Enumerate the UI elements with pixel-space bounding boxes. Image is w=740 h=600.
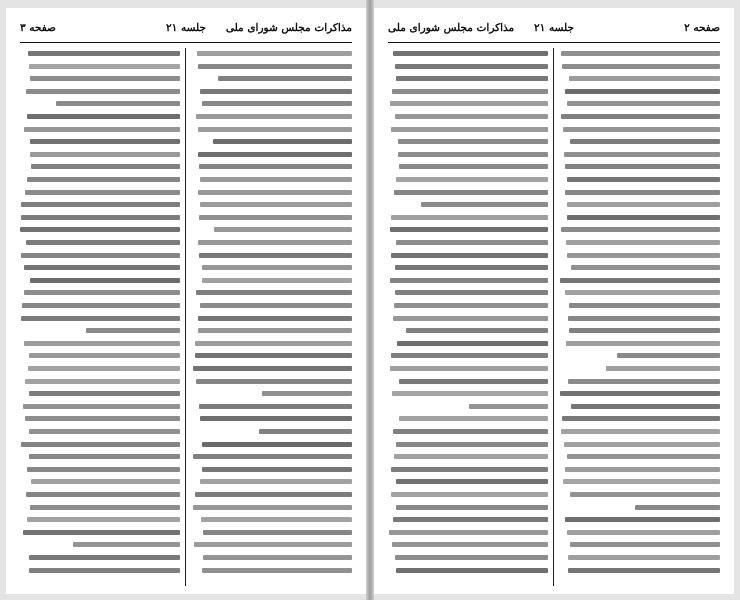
- body-text-line: [30, 76, 180, 81]
- body-text-line: [213, 139, 352, 144]
- body-text-line: [392, 89, 548, 94]
- body-text-line: [391, 253, 548, 258]
- body-text-line: [469, 404, 548, 409]
- body-text-line: [218, 76, 352, 81]
- body-text-line: [406, 328, 548, 333]
- body-text-line: [27, 517, 180, 522]
- body-text-line: [391, 127, 548, 132]
- body-text-line: [29, 568, 180, 573]
- body-text-line: [199, 164, 352, 169]
- body-text-line: [195, 353, 352, 358]
- body-text-line: [392, 542, 548, 547]
- body-text-line: [567, 202, 720, 207]
- left-page-column-right: [192, 48, 352, 586]
- body-text-line: [29, 391, 180, 396]
- body-text-line: [198, 328, 352, 333]
- right-page-column-left: [388, 48, 548, 586]
- body-text-line: [21, 253, 180, 258]
- body-text-line: [396, 505, 548, 510]
- body-text-line: [23, 404, 180, 409]
- body-text-line: [561, 429, 720, 434]
- body-text-line: [262, 391, 352, 396]
- body-text-line: [199, 404, 352, 409]
- body-text-line: [28, 366, 180, 371]
- right-page-number: صفحه ۲: [684, 22, 720, 34]
- body-text-line: [200, 89, 352, 94]
- left-page-title: مذاکرات مجلس شورای ملی: [225, 22, 352, 34]
- body-text-line: [391, 353, 548, 358]
- body-text-line: [25, 379, 180, 384]
- body-text-line: [606, 366, 720, 371]
- body-text-line: [24, 290, 180, 295]
- body-text-line: [393, 51, 548, 56]
- body-text-line: [398, 152, 548, 157]
- body-text-line: [571, 265, 720, 270]
- body-text-line: [560, 278, 720, 283]
- body-text-line: [20, 227, 180, 232]
- body-text-line: [259, 429, 352, 434]
- body-text-line: [562, 416, 720, 421]
- body-text-line: [562, 64, 720, 69]
- right-page-title: مذاکرات مجلس شورای ملی: [388, 22, 515, 34]
- body-text-line: [27, 177, 180, 182]
- body-text-line: [202, 442, 352, 447]
- body-text-line: [563, 479, 720, 484]
- binding-gutter: [366, 0, 374, 600]
- body-text-line: [565, 89, 720, 94]
- body-text-line: [30, 139, 180, 144]
- body-text-line: [200, 177, 352, 182]
- body-text-line: [565, 190, 720, 195]
- body-text-line: [565, 467, 720, 472]
- body-text-line: [200, 479, 352, 484]
- left-page: [6, 8, 366, 594]
- body-text-line: [394, 454, 548, 459]
- body-text-line: [391, 467, 548, 472]
- body-text-line: [395, 290, 548, 295]
- body-text-line: [200, 416, 352, 421]
- body-text-line: [193, 505, 352, 510]
- body-text-line: [195, 341, 352, 346]
- body-text-line: [392, 391, 548, 396]
- body-text-line: [390, 366, 548, 371]
- body-text-line: [390, 101, 548, 106]
- body-text-line: [390, 227, 548, 232]
- body-text-line: [617, 353, 720, 358]
- body-text-line: [569, 328, 720, 333]
- body-text-line: [24, 341, 180, 346]
- body-text-line: [196, 290, 352, 295]
- body-text-line: [199, 253, 352, 258]
- body-text-line: [24, 127, 180, 132]
- body-text-line: [391, 215, 548, 220]
- body-text-line: [568, 316, 720, 321]
- body-text-line: [202, 278, 352, 283]
- body-text-line: [421, 202, 548, 207]
- body-text-line: [198, 64, 352, 69]
- right-page-header-rule: [388, 42, 720, 43]
- body-text-line: [567, 530, 720, 535]
- body-text-line: [201, 517, 352, 522]
- body-text-line: [399, 379, 548, 384]
- body-text-line: [566, 240, 720, 245]
- body-text-line: [27, 467, 180, 472]
- body-text-line: [194, 542, 352, 547]
- body-text-line: [394, 190, 548, 195]
- body-text-line: [31, 164, 180, 169]
- body-text-line: [389, 530, 548, 535]
- right-page-session-label: جلسه ۲۱: [534, 22, 574, 34]
- body-text-line: [198, 127, 352, 132]
- body-text-line: [567, 177, 720, 182]
- body-text-line: [560, 391, 720, 396]
- left-page-session-label: جلسه ۲۱: [166, 22, 206, 34]
- body-text-line: [393, 429, 548, 434]
- body-text-line: [567, 101, 720, 106]
- body-text-line: [21, 215, 180, 220]
- body-text-line: [198, 190, 352, 195]
- body-text-line: [199, 215, 352, 220]
- body-text-line: [21, 202, 180, 207]
- body-text-line: [566, 341, 720, 346]
- body-text-line: [86, 328, 180, 333]
- body-text-line: [399, 164, 548, 169]
- body-text-line: [396, 568, 548, 573]
- body-text-line: [564, 152, 720, 157]
- body-text-line: [202, 101, 352, 106]
- body-text-line: [395, 114, 548, 119]
- body-text-line: [563, 127, 720, 132]
- body-text-line: [568, 568, 720, 573]
- body-text-line: [561, 227, 720, 232]
- body-text-line: [26, 240, 180, 245]
- body-text-line: [73, 542, 180, 547]
- body-text-line: [29, 353, 180, 358]
- body-text-line: [214, 227, 352, 232]
- body-text-line: [202, 467, 352, 472]
- body-text-line: [569, 76, 720, 81]
- body-text-line: [26, 492, 180, 497]
- body-text-line: [396, 76, 548, 81]
- body-text-line: [29, 555, 180, 560]
- body-text-line: [193, 454, 352, 459]
- body-text-line: [26, 89, 180, 94]
- body-text-line: [395, 555, 548, 560]
- right-page-column-divider: [553, 48, 554, 586]
- body-text-line: [396, 442, 548, 447]
- right-page-column-right: [560, 48, 720, 586]
- body-text-line: [393, 517, 548, 522]
- left-page-header-rule: [20, 42, 352, 43]
- body-text-line: [203, 555, 352, 560]
- body-text-line: [397, 341, 548, 346]
- body-text-line: [399, 416, 548, 421]
- body-text-line: [203, 530, 352, 535]
- body-text-line: [21, 316, 180, 321]
- left-page-column-divider: [185, 48, 186, 586]
- body-text-line: [396, 479, 548, 484]
- body-text-line: [30, 278, 180, 283]
- body-text-line: [394, 303, 548, 308]
- body-text-line: [30, 152, 180, 157]
- body-text-line: [29, 64, 180, 69]
- body-text-line: [391, 492, 548, 497]
- body-text-line: [198, 152, 352, 157]
- right-page-header: [388, 22, 720, 40]
- body-text-line: [28, 51, 180, 56]
- body-text-line: [196, 379, 352, 384]
- body-text-line: [570, 139, 720, 144]
- body-text-line: [568, 555, 720, 560]
- body-text-line: [193, 366, 352, 371]
- body-text-line: [200, 303, 352, 308]
- body-text-line: [561, 51, 720, 56]
- body-text-line: [570, 542, 720, 547]
- body-text-line: [29, 429, 180, 434]
- body-text-line: [200, 202, 353, 207]
- body-text-line: [571, 404, 720, 409]
- body-text-line: [195, 492, 352, 497]
- body-text-line: [567, 454, 720, 459]
- left-page-number: صفحه ۳: [20, 22, 56, 34]
- body-text-line: [564, 442, 720, 447]
- body-text-line: [23, 530, 180, 535]
- body-text-line: [24, 265, 180, 270]
- body-text-line: [567, 215, 720, 220]
- body-text-line: [196, 114, 352, 119]
- body-text-line: [398, 139, 548, 144]
- body-text-line: [31, 479, 180, 484]
- body-text-line: [21, 442, 180, 447]
- body-text-line: [561, 114, 720, 119]
- body-text-line: [570, 492, 720, 497]
- body-text-line: [390, 278, 548, 283]
- body-text-line: [25, 190, 180, 195]
- body-text-line: [27, 114, 180, 119]
- body-text-line: [29, 454, 180, 459]
- body-text-line: [565, 290, 720, 295]
- body-text-line: [565, 517, 720, 522]
- body-text-line: [198, 240, 352, 245]
- left-page-header: [20, 22, 352, 40]
- body-text-line: [198, 316, 352, 321]
- body-text-line: [202, 265, 352, 270]
- body-text-line: [568, 379, 720, 384]
- body-text-line: [396, 240, 548, 245]
- body-text-line: [396, 177, 548, 182]
- body-text-line: [569, 303, 720, 308]
- body-text-line: [565, 164, 720, 169]
- body-text-line: [30, 505, 180, 510]
- body-text-line: [202, 568, 352, 573]
- body-text-line: [567, 253, 720, 258]
- left-page-column-left: [20, 48, 180, 586]
- body-text-line: [197, 51, 352, 56]
- body-text-line: [56, 101, 181, 106]
- body-text-line: [395, 64, 548, 69]
- body-text-line: [25, 416, 181, 421]
- body-text-line: [395, 265, 548, 270]
- body-text-line: [393, 316, 548, 321]
- right-page: [374, 8, 734, 594]
- body-text-line: [635, 505, 720, 510]
- body-text-line: [22, 303, 180, 308]
